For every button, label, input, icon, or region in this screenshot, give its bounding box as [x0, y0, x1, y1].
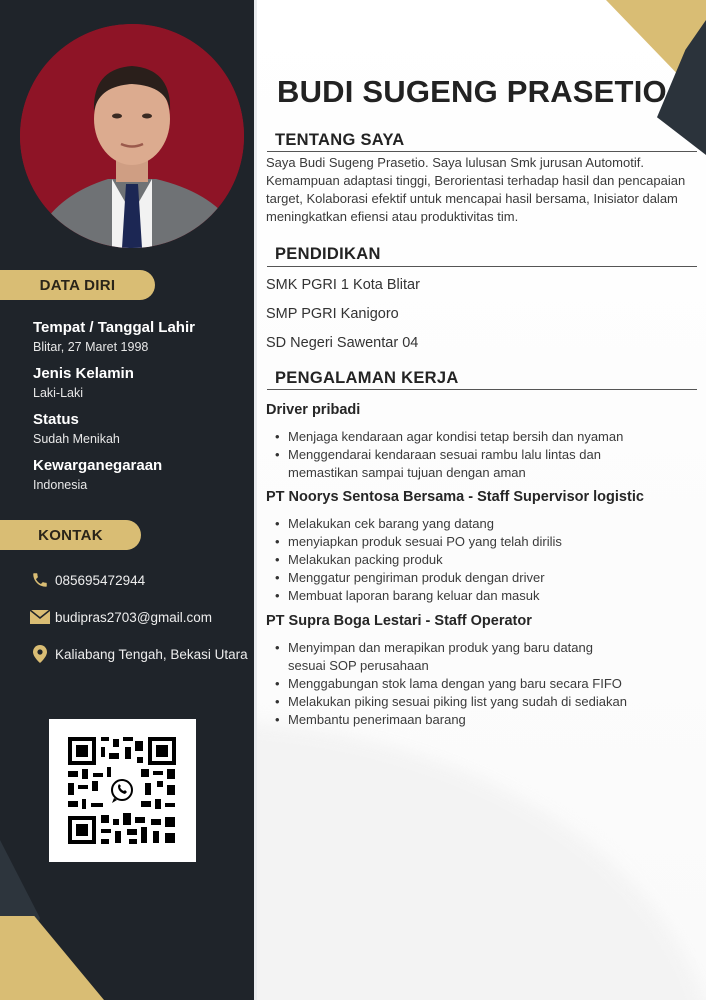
field-label: Jenis Kelamin — [33, 365, 134, 382]
sidebar — [0, 0, 254, 1000]
field-nationality — [33, 457, 162, 493]
field-value: Blitar, 27 Maret 1998 — [33, 340, 149, 354]
job-duties — [274, 515, 694, 605]
job-title: PT Supra Boga Lestari - Staff Operator — [266, 613, 532, 629]
email-address: budipras2703@gmail.com — [55, 609, 213, 625]
duty-item: • Menyimpan dan merapikan produk yang baru datang sesuai SOP perusahaan — [274, 639, 629, 675]
personal-data-title: DATA DIRI — [39, 276, 116, 294]
education-item: SMP PGRI Kanigoro — [266, 306, 399, 322]
phone-number: 085695472944 — [55, 572, 146, 588]
duty-item: • Melakukan packing produk — [274, 551, 694, 569]
field-status — [33, 411, 120, 447]
field-birth — [33, 319, 195, 355]
field-value: Sudah Menikah — [33, 432, 120, 446]
duty-item: • Melakukan piking sesuai piking list yang sudah di sediakan — [274, 693, 694, 711]
background-swoosh — [257, 720, 706, 1000]
job-title: Driver pribadi — [266, 402, 361, 418]
job-duties — [274, 428, 694, 482]
phone-icon — [30, 570, 50, 590]
section-rule — [267, 266, 697, 267]
job-duties — [274, 639, 694, 729]
location-pin-icon — [30, 644, 50, 664]
field-label: Kewarganegaraan — [33, 457, 163, 474]
duty-item: • Menggatur pengiriman produk dengan driver — [274, 569, 694, 587]
section-label-contact — [0, 520, 141, 550]
field-label: Tempat / Tanggal Lahir — [33, 319, 195, 336]
education-item: SMK PGRI 1 Kota Blitar — [266, 277, 420, 293]
duty-item: • Membantu penerimaan barang — [274, 711, 694, 729]
field-gender — [33, 365, 134, 401]
about-text: Saya Budi Sugeng Prasetio. Saya lulusan Smk jurusan Automotif. Kemampuan adaptasi tinggi, Berorientasi terhadap hasil dan pencapaian target, Kolaborasi efektif untuk mencapai hasil bersama, Inisiator dalam meningkatkan efiensi atau produktivitas tim. — [266, 155, 686, 224]
whatsapp-qr-code[interactable] — [49, 719, 196, 862]
contact-email[interactable] — [30, 607, 212, 627]
job-title: PT Noorys Sentosa Bersama - Staff Supervisor logistic — [266, 489, 644, 505]
decorative-shape — [0, 916, 104, 1000]
section-title-about: TENTANG SAYA — [275, 131, 405, 149]
duty-item: • Membuat laporan barang keluar dan masuk — [274, 587, 694, 605]
duty-item: • menyiapkan produk sesuai PO yang telah dirilis — [274, 533, 694, 551]
section-title-education: PENDIDIKAN — [275, 245, 381, 263]
email-icon — [30, 607, 50, 627]
section-title-experience: PENGALAMAN KERJA — [275, 369, 459, 387]
contact-title: KONTAK — [38, 526, 103, 544]
contact-address — [30, 644, 248, 664]
duty-item: • Menjaga kendaraan agar kondisi tetap bersih dan nyaman — [274, 428, 694, 446]
section-rule — [267, 151, 697, 152]
field-label: Status — [33, 411, 79, 428]
section-label-personal-data — [0, 270, 155, 300]
duty-item: • Melakukan cek barang yang datang — [274, 515, 694, 533]
duty-item: • Menggendarai kendaraan sesuai rambu lalu lintas dan memastikan sampai tujuan dengan aman — [274, 446, 634, 482]
duty-item: • Menggabungan stok lama dengan yang baru secara FIFO — [274, 675, 694, 693]
profile-photo — [20, 24, 244, 248]
contact-phone[interactable] — [30, 570, 145, 590]
candidate-name: BUDI SUGENG PRASETIO — [277, 74, 667, 109]
field-value: Laki-Laki — [33, 386, 84, 400]
field-value: Indonesia — [33, 478, 88, 492]
section-rule — [267, 389, 697, 390]
address: Kaliabang Tengah, Bekasi Utara — [55, 646, 248, 662]
main-content — [257, 0, 706, 1000]
education-item: SD Negeri Sawentar 04 — [266, 335, 419, 351]
